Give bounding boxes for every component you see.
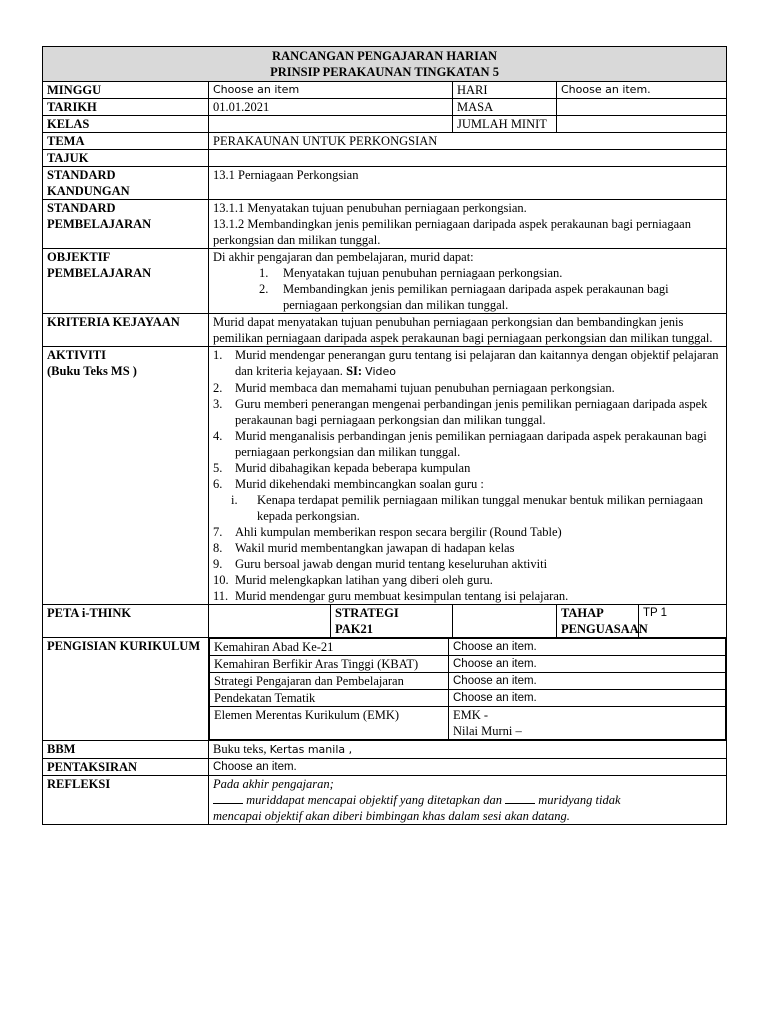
label-aktiviti	[43, 347, 209, 605]
item-text: Guru memberi penerangan mengenai perbandingan jenis pemilikan perniagaan daripada aspek perakaunan bagi perniagaan perkongsian dan milikan tunggal.	[235, 397, 708, 427]
item-text: Murid membaca dan memahami tujuan penubuhan perniagaan perkongsian.	[235, 381, 615, 395]
label-pentaksiran: PENTAKSIRAN	[43, 759, 209, 776]
item-number: 5.	[213, 461, 223, 475]
pengisian-row	[210, 656, 726, 673]
label-minggu: MINGGU	[43, 82, 209, 99]
item-text: Murid menganalisis perbandingan jenis pemilikan perniagaan daripada aspek perakaunan bagi perniagaan perkongsian dan milikan tunggal.	[235, 429, 707, 459]
label-standard-kandungan	[43, 167, 209, 200]
pengisian-name: Kemahiran Abad Ke-21	[210, 639, 449, 656]
row-kriteria	[43, 314, 727, 347]
item-text: Murid mendengar guru membuat kesimpulan tentang isi pelajaran.	[235, 589, 569, 603]
item-text: Wakil murid membentangkan jawapan di hadapan kelas	[235, 541, 515, 555]
field-kriteria[interactable]: Murid dapat menyatakan tujuan penubuhan perniagaan perkongsian dan bembandingkan jenis pemilikan perniagaan daripada aspek perakaunan bagi perniagaan perkongsian dan milikan tunggal.	[209, 314, 727, 347]
item-number: 7.	[213, 525, 223, 539]
field-peta-ithink[interactable]	[209, 605, 331, 638]
item-number: 1.	[259, 266, 269, 280]
si-value[interactable]: Video	[365, 365, 396, 378]
item-text: Murid dikehendaki membincangkan soalan guru :	[235, 477, 484, 491]
header-row	[43, 47, 727, 82]
pengisian-row	[210, 639, 726, 656]
pengisian-table	[209, 638, 726, 740]
row-standard-kandungan	[43, 167, 727, 200]
pengisian-dropdown[interactable]: Choose an item.	[449, 690, 726, 707]
row-minggu	[43, 82, 727, 99]
row-peta-ithink	[43, 605, 727, 638]
row-tajuk	[43, 150, 727, 167]
item-number: 4.	[213, 429, 223, 443]
field-refleksi[interactable]	[209, 776, 727, 825]
list-item	[213, 524, 722, 540]
label-line: TAHAP	[561, 606, 604, 620]
row-tema	[43, 133, 727, 150]
label-tahap-penguasaan	[557, 605, 648, 638]
pengisian-dropdown[interactable]: Choose an item.	[449, 639, 726, 656]
item-text: Kenapa terdapat pemilik perniagaan milikan tunggal menukar bentuk milikan perniagaan kepada perkongsian.	[257, 493, 704, 523]
field-objektif[interactable]	[209, 249, 727, 314]
field-tema[interactable]: PERAKAUNAN UNTUK PERKONGSIAN	[209, 133, 727, 150]
label-objektif	[43, 249, 209, 314]
item-number: i.	[231, 493, 238, 507]
item-number: 6.	[213, 477, 223, 491]
standard-item: 13.1.2 Membandingkan jenis pemilikan perniagaan daripada aspek perakaunan bagi perniagaan perkongsian dan milikan tunggal.	[213, 217, 691, 247]
label-line: (Buku Teks MS )	[47, 364, 137, 378]
pengisian-emk-field[interactable]	[449, 707, 726, 740]
refleksi-line: mencapai objektif akan diberi bimbingan khas dalam sesi akan datang.	[213, 809, 570, 823]
pengisian-dropdown[interactable]: Choose an item.	[449, 673, 726, 690]
title-line-2: PRINSIP PERAKAUNAN TINGKATAN 5	[270, 65, 499, 79]
label-line: PAK21	[335, 622, 373, 636]
blank-line	[213, 793, 243, 804]
lesson-plan-table	[42, 46, 727, 825]
label-line: STRATEGI	[335, 606, 399, 620]
label-kelas: KELAS	[43, 116, 209, 133]
label-line: OBJEKTIF	[47, 250, 111, 264]
item-number: 11.	[213, 589, 229, 603]
item-text: Membandingkan jenis pemilikan perniagaan daripada aspek perakaunan bagi perniagaan perkongsian dan milikan tunggal.	[283, 282, 669, 312]
field-strategi-pak21[interactable]	[453, 605, 557, 638]
list-item	[213, 588, 722, 604]
objektif-list	[213, 265, 722, 313]
field-masa[interactable]	[557, 99, 727, 116]
label-pengisian-kurikulum: PENGISIAN KURIKULUM	[43, 638, 209, 741]
item-number: 9.	[213, 557, 223, 571]
refleksi-text: muriddapat mencapai objektif yang ditetapkan dan	[246, 793, 502, 807]
pengisian-row	[210, 690, 726, 707]
blank-line	[505, 793, 535, 804]
label-hari: HARI	[453, 82, 557, 99]
pengisian-row	[210, 707, 726, 740]
item-number: 1.	[213, 348, 223, 362]
title-line-1: RANCANGAN PENGAJARAN HARIAN	[272, 49, 498, 63]
row-aktiviti	[43, 347, 727, 605]
item-text: Murid melengkapkan latihan yang diberi oleh guru.	[235, 573, 493, 587]
field-minggu[interactable]: Choose an item	[209, 82, 453, 99]
field-bbm[interactable]	[209, 741, 727, 759]
label-peta-ithink: PETA i-THINK	[43, 605, 209, 638]
pengisian-dropdown[interactable]: Choose an item.	[449, 656, 726, 673]
field-kelas[interactable]	[209, 116, 453, 133]
objektif-intro: Di akhir pengajaran dan pembelajaran, murid dapat:	[213, 250, 474, 264]
nilai-murni-line: Nilai Murni –	[453, 724, 522, 738]
item-text: Murid mendengar penerangan guru tentang isi pelajaran dan kaitannya dengan objektif pelajaran dan kriteria kejayaan.	[235, 348, 719, 378]
row-objektif	[43, 249, 727, 314]
label-refleksi: REFLEKSI	[43, 776, 209, 825]
bbm-dropdown[interactable]: Kertas manila ,	[269, 743, 353, 756]
list-item	[213, 380, 722, 396]
item-number: 2.	[259, 282, 269, 296]
field-tahap-penguasaan[interactable]: TP 1	[639, 605, 727, 638]
aktiviti-list	[213, 347, 722, 604]
label-line: PEMBELAJARAN	[47, 266, 152, 280]
refleksi-line	[213, 792, 722, 808]
item-number: 2.	[213, 381, 223, 395]
pengisian-grid	[209, 638, 727, 741]
label-line: AKTIVITI	[47, 348, 107, 362]
list-item	[213, 540, 722, 556]
row-refleksi	[43, 776, 727, 825]
row-tarikh	[43, 99, 727, 116]
field-tajuk[interactable]	[209, 150, 727, 167]
bbm-value: Buku teks,	[213, 742, 267, 756]
label-line: KANDUNGAN	[47, 184, 130, 198]
item-number: 8.	[213, 541, 223, 555]
standard-item: 13.1.1 Menyatakan tujuan penubuhan perniagaan perkongsian.	[213, 201, 527, 215]
label-line: STANDARD	[47, 201, 116, 215]
row-kelas	[43, 116, 727, 133]
list-item	[213, 281, 722, 313]
pengisian-row	[210, 673, 726, 690]
label-bbm: BBM	[43, 741, 209, 759]
refleksi-text: muridyang tidak	[538, 793, 621, 807]
list-item	[213, 476, 722, 492]
label-kriteria: KRITERIA KEJAYAAN	[43, 314, 209, 347]
pengisian-name: Strategi Pengajaran dan Pembelajaran	[210, 673, 449, 690]
row-standard-pembelajaran	[43, 200, 727, 249]
list-item	[213, 265, 722, 281]
list-item	[213, 572, 722, 588]
document-title	[43, 47, 727, 82]
field-jumlah-minit[interactable]	[557, 116, 727, 133]
pengisian-name: Elemen Merentas Kurikulum (EMK)	[210, 707, 449, 740]
list-item	[213, 460, 722, 476]
label-strategi-pak21	[331, 605, 453, 638]
field-hari[interactable]: Choose an item.	[557, 82, 727, 99]
field-tarikh[interactable]: 01.01.2021	[209, 99, 453, 116]
item-text: Guru bersoal jawab dengan murid tentang keseluruhan aktiviti	[235, 557, 548, 571]
row-pentaksiran	[43, 759, 727, 776]
list-item	[213, 428, 722, 460]
refleksi-line: Pada akhir pengajaran;	[213, 777, 334, 791]
list-subitem	[213, 492, 722, 524]
label-jumlah-minit: JUMLAH MINIT	[453, 116, 557, 133]
pengisian-name: Pendekatan Tematik	[210, 690, 449, 707]
field-aktiviti[interactable]	[209, 347, 727, 605]
row-bbm	[43, 741, 727, 759]
list-item	[213, 396, 722, 428]
field-standard-pembelajaran[interactable]	[209, 200, 727, 249]
item-text: Murid dibahagikan kepada beberapa kumpulan	[235, 461, 471, 475]
label-line: PENGUASAAN	[561, 622, 648, 636]
row-pengisian-kurikulum	[43, 638, 727, 741]
label-line: PEMBELAJARAN	[47, 217, 152, 231]
list-item	[213, 347, 722, 380]
item-text: Menyatakan tujuan penubuhan perniagaan perkongsian.	[283, 266, 563, 280]
si-label: SI:	[346, 364, 363, 378]
label-masa: MASA	[453, 99, 557, 116]
field-standard-kandungan[interactable]: 13.1 Perniagaan Perkongsian	[209, 167, 727, 200]
item-text: Ahli kumpulan memberikan respon secara bergilir (Round Table)	[235, 525, 562, 539]
label-tajuk: TAJUK	[43, 150, 209, 167]
label-line: STANDARD	[47, 168, 116, 182]
list-item	[213, 556, 722, 572]
label-tema: TEMA	[43, 133, 209, 150]
item-number: 3.	[213, 397, 223, 411]
label-tarikh: TARIKH	[43, 99, 209, 116]
field-pentaksiran[interactable]: Choose an item.	[209, 759, 727, 776]
label-standard-pembelajaran	[43, 200, 209, 249]
emk-line: EMK -	[453, 708, 489, 722]
pengisian-name: Kemahiran Berfikir Aras Tinggi (KBAT)	[210, 656, 449, 673]
item-number: 10.	[213, 573, 229, 587]
